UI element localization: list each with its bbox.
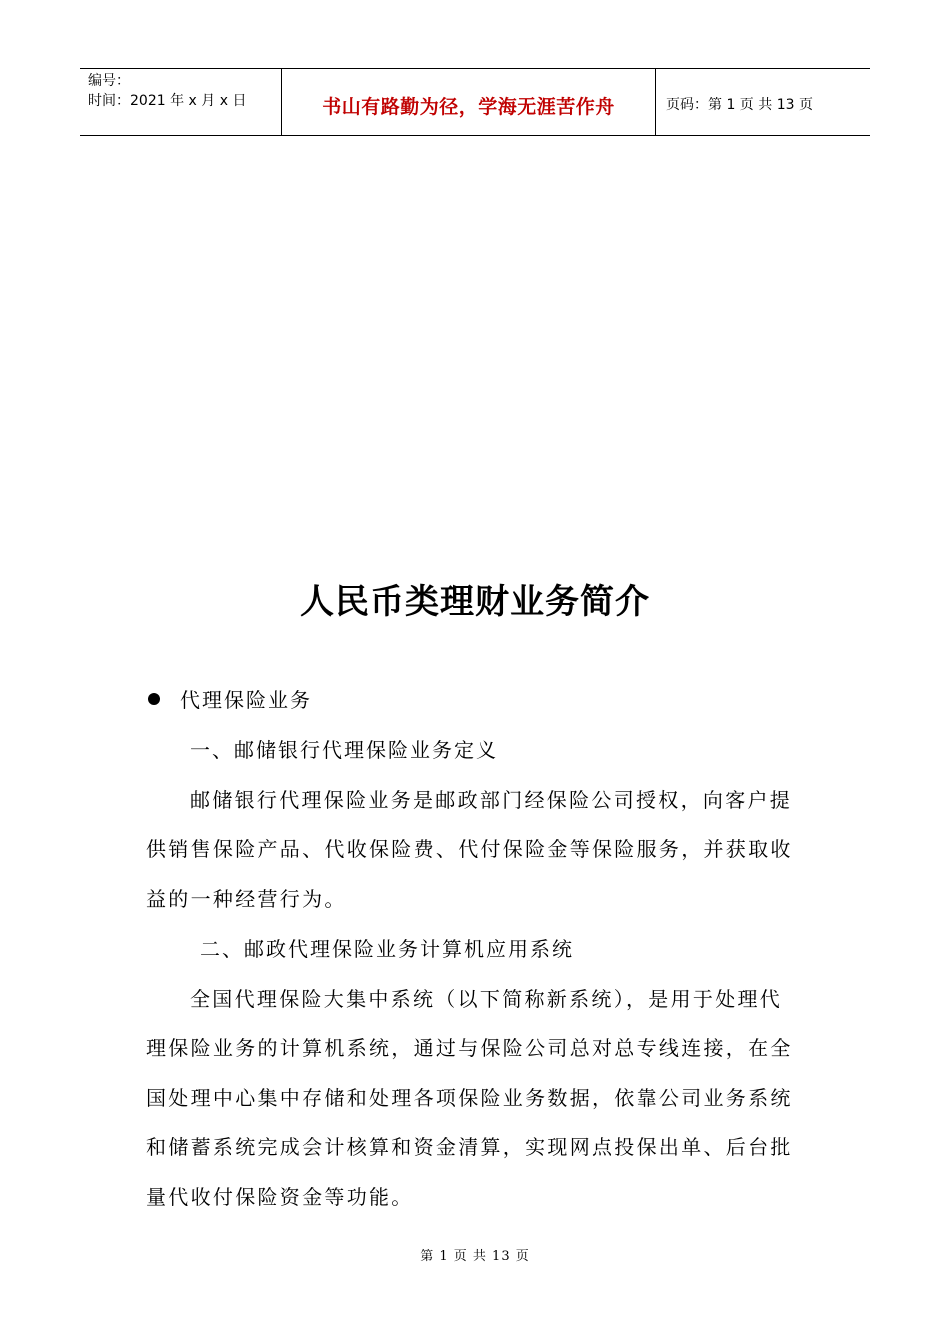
paragraph-line: 益的一种经营行为。 (146, 887, 347, 911)
bullet-heading (146, 684, 312, 713)
paragraph-line: 邮储银行代理保险业务是邮政部门经保险公司授权，向客户提 (190, 788, 793, 812)
subheading-1: 一、邮储银行代理保险业务定义 (190, 738, 498, 762)
bullet-heading-text: 代理保险业务 (180, 688, 312, 712)
paragraph-line: 供销售保险产品、代收保险费、代付保险金等保险服务，并获取收 (146, 837, 793, 861)
document-header (80, 68, 870, 136)
paragraph-line: 全国代理保险大集中系统（以下简称新系统），是用于处理代 (190, 987, 783, 1011)
subheading-2: 二、邮政代理保险业务计算机应用系统 (200, 937, 574, 961)
paragraph-line: 和储蓄系统完成会计核算和资金清算，实现网点投保出单、后台批 (146, 1135, 793, 1159)
document-number-label: 编号： (88, 73, 130, 89)
document-date-label: 时间：2021 年 x 月 x 日 (88, 93, 247, 109)
paragraph-line: 国处理中心集中存储和处理各项保险业务数据，依靠公司业务系统 (146, 1086, 793, 1110)
paragraph-line: 理保险业务的计算机系统，通过与保险公司总对总专线连接，在全 (146, 1036, 793, 1060)
page-footer: 第 1 页 共 13 页 (420, 1249, 530, 1264)
header-motto: 书山有路勤为径，学海无涯苦作舟 (282, 69, 656, 135)
header-page-info: 页码：第 1 页 共 13 页 (666, 97, 813, 113)
document-title: 人民币类理财业务简介 (300, 582, 650, 622)
paragraph-line: 量代收付保险资金等功能。 (146, 1185, 414, 1209)
header-meta-cell (80, 69, 282, 135)
bullet-dot-icon (148, 693, 160, 705)
